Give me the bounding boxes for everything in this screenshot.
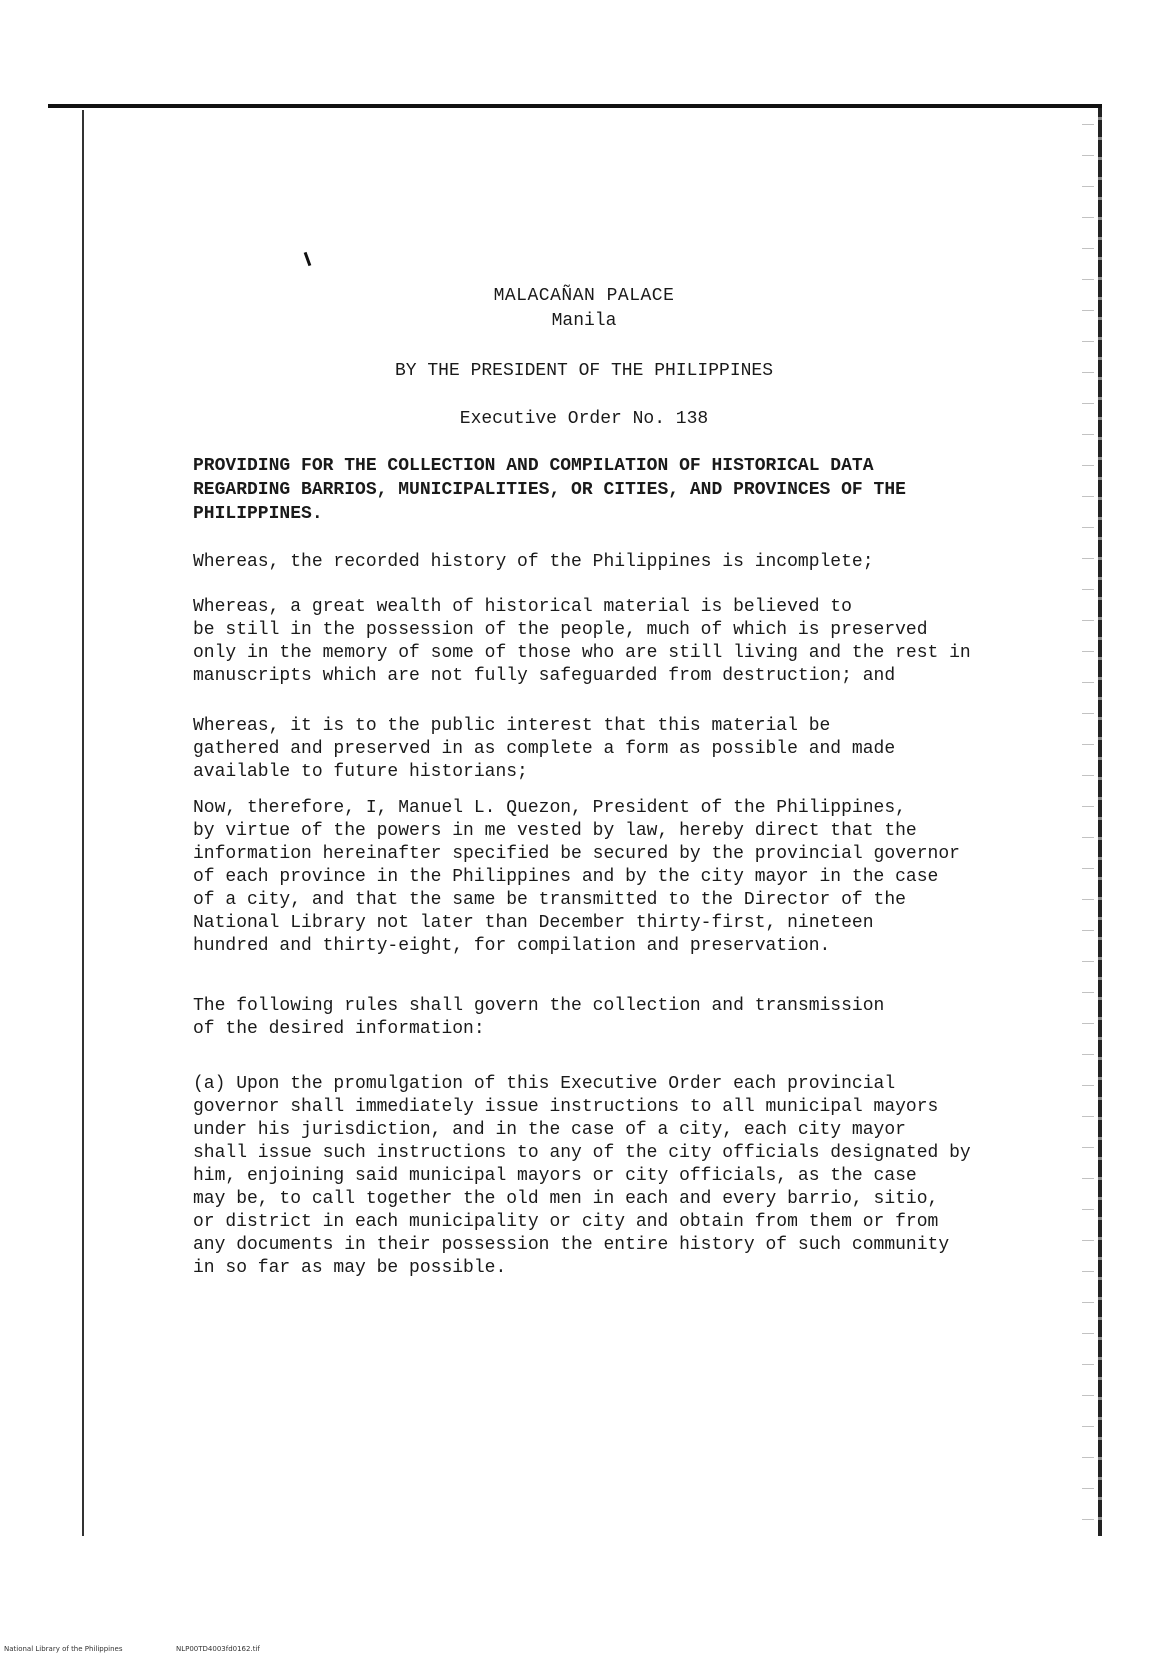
- president-heading: BY THE PRESIDENT OF THE PHILIPPINES: [394, 361, 774, 381]
- paragraph-whereas-2: Whereas, a great wealth of historical material is believed to be still in the possession of the people, much of which is preserved only in the memory of some of those who are still living and the rest in manuscripts which are not fully safeguarded from destruction; and: [193, 597, 971, 686]
- order-number: Executive Order No. 138: [459, 409, 709, 429]
- paragraph-whereas-1: Whereas, the recorded history of the Philippines is incomplete;: [193, 552, 874, 572]
- paragraph-whereas-3: Whereas, it is to the public interest that this material be gathered and preserved in as complete a form as possible and made available to future historians;: [193, 716, 896, 782]
- top-border: [48, 104, 1102, 108]
- order-title: PROVIDING FOR THE COLLECTION AND COMPILATION OF HISTORICAL DATA REGARDING BARRIOS, MUNICIPALITIES, OR CITIES, AND PROVINCES OF THE PHILIPPINES.: [193, 456, 906, 524]
- paragraph-now-therefore: Now, therefore, I, Manuel L. Quezon, President of the Philippines, by virtue of the powers in me vested by law, hereby direct that the information hereinafter specified be secured by the provincial governor of each province in the Philippines and by the city mayor in the case of a city, and that the same be transmitted to the Director of the National Library not later than December thirty-first, nineteen hundred and thirty-eight, for compilation and preservation.: [193, 798, 960, 956]
- paragraph-rule-a: (a) Upon the promulgation of this Executive Order each provincial governor shall immediately issue instructions to all municipal mayors under his jurisdiction, and in the case of a city, each city mayor shall issue such instructions to any of the city officials designated by him, enjoining said municipal mayors or city officials, as the case may be, to call together the old men in each and every barrio, sitio, or district in each municipality or city and obtain from them or from any documents in their possession the entire history of such community in so far as may be possible.: [193, 1074, 971, 1278]
- footer-source: National Library of the Philippines: [4, 1645, 123, 1653]
- footer-filename: NLP00TD4003fd0162.tif: [176, 1645, 260, 1653]
- palace-heading: MALACAÑAN PALACE: [493, 286, 675, 306]
- paragraph-rules-intro: The following rules shall govern the collection and transmission of the desired information:: [193, 996, 885, 1039]
- city-heading: Manila: [551, 311, 617, 331]
